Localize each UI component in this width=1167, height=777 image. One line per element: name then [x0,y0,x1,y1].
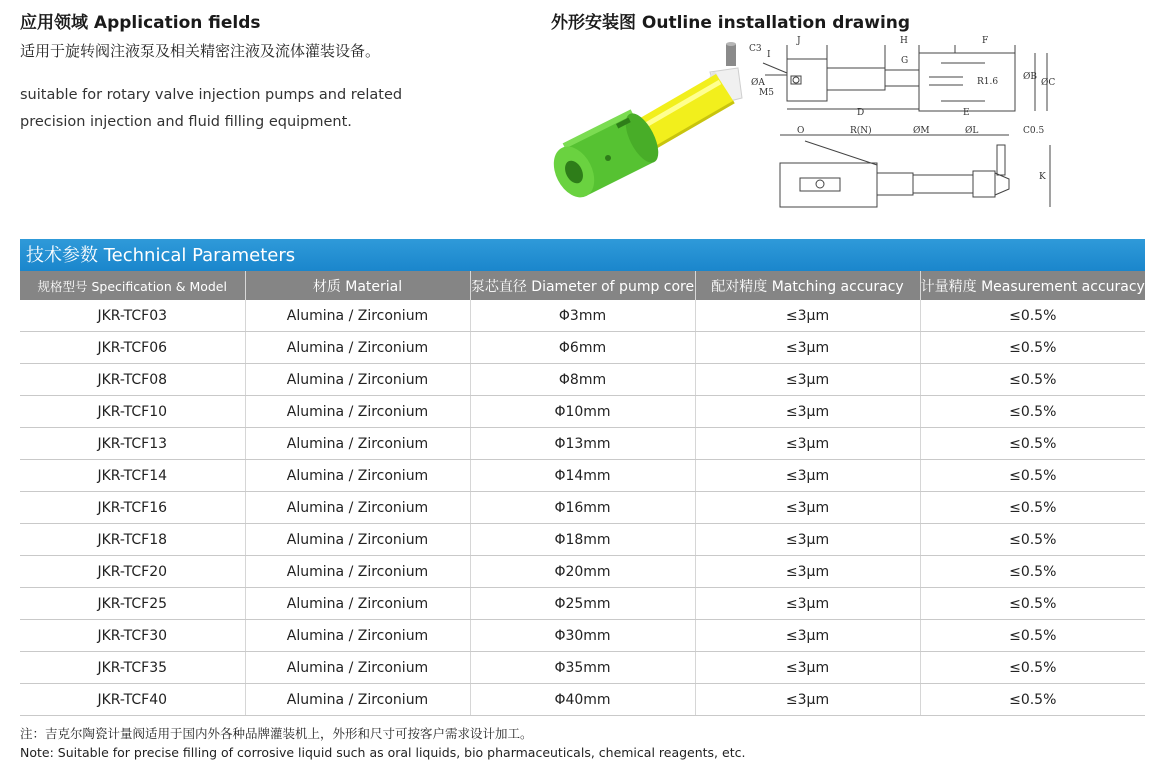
cell-measurement: ≤0.5% [920,556,1145,588]
cell-material: Alumina / Zirconium [245,652,470,684]
label-g: G [901,56,909,66]
label-o: O [797,126,805,136]
cell-material: Alumina / Zirconium [245,428,470,460]
cell-material: Alumina / Zirconium [245,492,470,524]
label-phi-b: ØB [1023,72,1037,82]
table-row [20,396,1145,428]
cell-material: Alumina / Zirconium [245,300,470,332]
table-header-row [20,271,1145,300]
cell-material: Alumina / Zirconium [245,332,470,364]
label-phi-a: ØA [751,78,765,88]
label-rn: R(N) [850,126,872,136]
label-r16: R1.6 [977,77,999,87]
column-header-model: 规格型号 Specification & Model [20,271,245,300]
table-row [20,588,1145,620]
cell-material: Alumina / Zirconium [245,556,470,588]
cell-material: Alumina / Zirconium [245,524,470,556]
column-header-matching: 配对精度 Matching accuracy [695,271,920,300]
cell-diameter: Φ25mm [470,588,695,620]
cell-model: JKR-TCF25 [20,588,245,620]
label-c05: C0.5 [1023,126,1045,136]
drawing-title: 外形安装图 Outline installation drawing [551,13,911,33]
params-section-header: 技术参数 Technical Parameters [20,239,1145,271]
cell-material: Alumina / Zirconium [245,620,470,652]
cell-matching: ≤3μm [695,588,920,620]
params-table [20,271,1145,716]
cell-model: JKR-TCF30 [20,620,245,652]
cell-model: JKR-TCF14 [20,460,245,492]
cell-material: Alumina / Zirconium [245,588,470,620]
label-k: K [1039,172,1046,182]
product-image [550,38,750,198]
cell-matching: ≤3μm [695,364,920,396]
cell-measurement: ≤0.5% [920,588,1145,620]
cell-matching: ≤3μm [695,684,920,716]
cell-measurement: ≤0.5% [920,492,1145,524]
column-header-measurement: 计量精度 Measurement accuracy [920,271,1145,300]
cell-diameter: Φ8mm [470,364,695,396]
cell-material: Alumina / Zirconium [245,460,470,492]
cell-matching: ≤3μm [695,524,920,556]
cell-matching: ≤3μm [695,428,920,460]
cell-measurement: ≤0.5% [920,684,1145,716]
cell-material: Alumina / Zirconium [245,364,470,396]
cell-measurement: ≤0.5% [920,396,1145,428]
cell-matching: ≤3μm [695,396,920,428]
column-header-diameter: 泵芯直径 Diameter of pump core [470,271,695,300]
cell-diameter: Φ10mm [470,396,695,428]
cell-matching: ≤3μm [695,332,920,364]
table-row [20,684,1145,716]
table-row [20,524,1145,556]
cell-model: JKR-TCF03 [20,300,245,332]
cell-measurement: ≤0.5% [920,460,1145,492]
cell-diameter: Φ35mm [470,652,695,684]
table-row [20,364,1145,396]
label-h: H [900,36,908,46]
cell-diameter: Φ40mm [470,684,695,716]
outline-drawing [745,33,1060,213]
label-phi-m: ØM [913,126,930,136]
cell-model: JKR-TCF16 [20,492,245,524]
cell-matching: ≤3μm [695,652,920,684]
table-row [20,428,1145,460]
table-row [20,460,1145,492]
cell-diameter: Φ18mm [470,524,695,556]
label-phi-c: ØC [1041,78,1056,88]
label-d: D [857,108,865,118]
cell-measurement: ≤0.5% [920,364,1145,396]
table-row [20,492,1145,524]
cell-diameter: Φ3mm [470,300,695,332]
label-i: I [767,50,771,60]
cell-matching: ≤3μm [695,620,920,652]
note-cn: 注：吉克尔陶瓷计量阀适用于国内外各种品牌灌装机上，外形和尺寸可按客户需求设计加工。 [20,726,533,741]
cell-matching: ≤3μm [695,556,920,588]
label-f: F [982,36,989,46]
cell-diameter: Φ6mm [470,332,695,364]
cell-measurement: ≤0.5% [920,620,1145,652]
cell-matching: ≤3μm [695,492,920,524]
cell-diameter: Φ13mm [470,428,695,460]
cell-matching: ≤3μm [695,300,920,332]
label-j: J [797,36,801,46]
cell-model: JKR-TCF13 [20,428,245,460]
cell-measurement: ≤0.5% [920,332,1145,364]
application-text-cn: 适用于旋转阀注液泵及相关精密注液及流体灌装设备。 [20,42,381,60]
cell-measurement: ≤0.5% [920,300,1145,332]
label-m5: M5 [759,88,774,98]
cell-diameter: Φ16mm [470,492,695,524]
cell-material: Alumina / Zirconium [245,396,470,428]
cell-model: JKR-TCF20 [20,556,245,588]
cell-model: JKR-TCF10 [20,396,245,428]
cell-matching: ≤3μm [695,460,920,492]
label-e: E [963,108,970,118]
cell-model: JKR-TCF18 [20,524,245,556]
cell-measurement: ≤0.5% [920,428,1145,460]
cell-diameter: Φ14mm [470,460,695,492]
label-phi-l: ØL [965,126,979,136]
note-en: Note: Suitable for precise filling of corrosive liquid such as oral liquids, bio pharmaceuticals, chemical reagents, etc. [20,745,746,760]
table-row [20,332,1145,364]
table-row [20,652,1145,684]
table-row [20,620,1145,652]
cell-measurement: ≤0.5% [920,652,1145,684]
cell-model: JKR-TCF35 [20,652,245,684]
table-row [20,300,1145,332]
column-header-material: 材质 Material [245,271,470,300]
cell-model: JKR-TCF40 [20,684,245,716]
cell-diameter: Φ30mm [470,620,695,652]
application-text-en: suitable for rotary valve injection pumps and related precision injection and fluid filling equipment. [20,87,403,130]
cell-diameter: Φ20mm [470,556,695,588]
table-row [20,556,1145,588]
application-title: 应用领域 Application fields [20,13,261,33]
cell-model: JKR-TCF08 [20,364,245,396]
label-c3: C3 [749,44,762,54]
cell-model: JKR-TCF06 [20,332,245,364]
cell-measurement: ≤0.5% [920,524,1145,556]
cell-material: Alumina / Zirconium [245,684,470,716]
